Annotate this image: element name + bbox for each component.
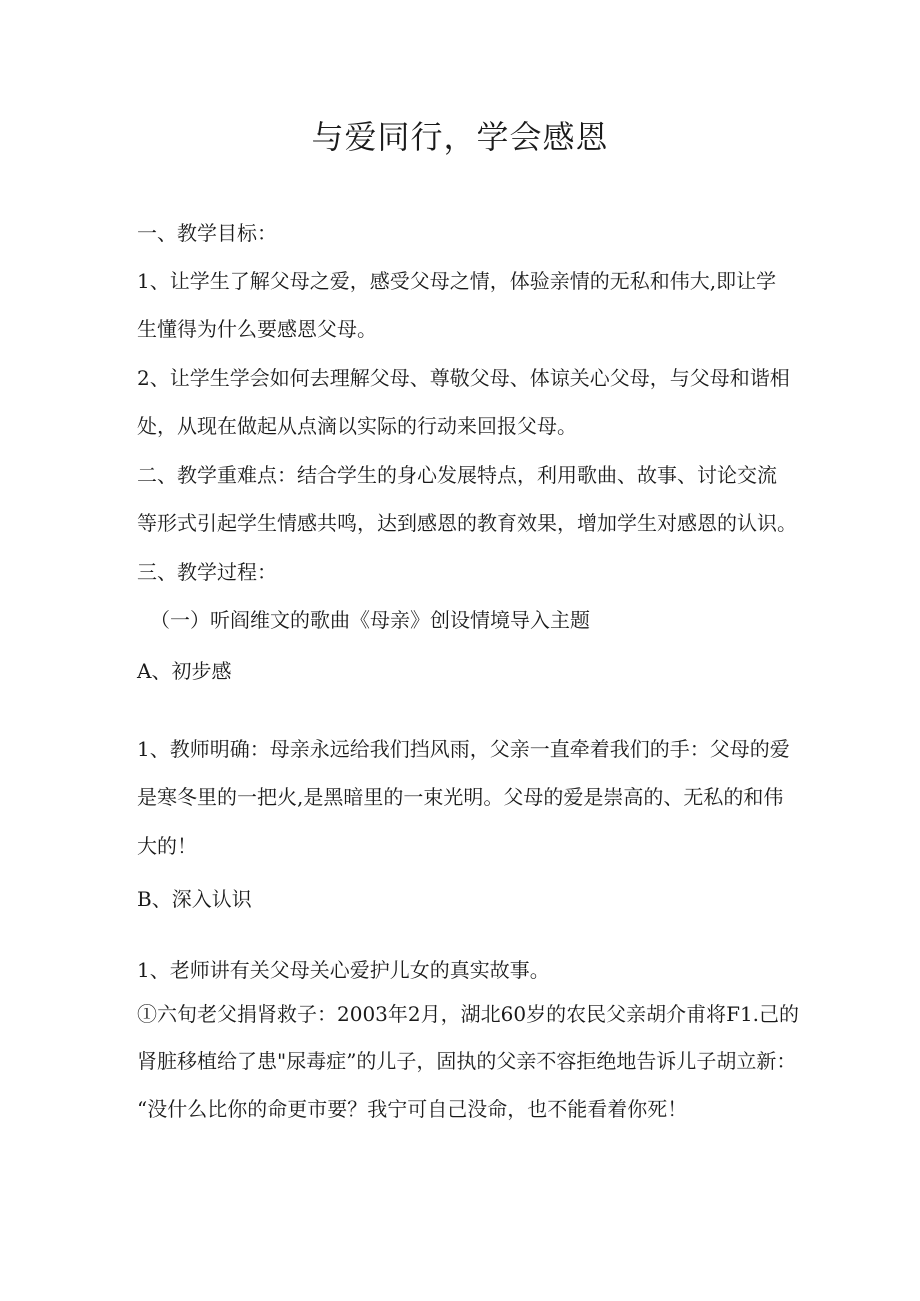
subsection-heading: （一）听阎维文的歌曲《母亲》创设情境导入主题	[150, 608, 590, 632]
section-heading-objectives: 一、教学目标：	[137, 221, 277, 245]
document-title: 与爱同行，学会感恩	[311, 118, 609, 156]
paragraph-line: 处，从现在做起从点滴以实际的行动来回报父母。	[137, 414, 577, 438]
paragraph-line: 是寒冬里的一把火,是黑暗里的一束光明。父母的爱是崇高的、无私的和伟	[137, 785, 784, 809]
paragraph-line: 肾脏移植给了患"尿毒症”的儿子，固执的父亲不容拒绝地告诉儿子胡立新：	[137, 1049, 797, 1073]
subsection-label-a: A、初步感	[137, 659, 232, 683]
paragraph-line: 生懂得为什么要感恩父母。	[137, 317, 377, 341]
paragraph-line: 1、老师讲有关父母关心爱护儿女的真实故事。	[137, 958, 550, 982]
paragraph-line: 大的！	[137, 834, 197, 858]
section-heading-key-points: 二、教学重难点：结合学生的身心发展特点，利用歌曲、故事、讨论交流	[137, 463, 777, 487]
paragraph-line: 2、让学生学会如何去理解父母、尊敬父母、体谅关心父母，与父母和谐相	[137, 366, 790, 390]
paragraph-line: 1、教师明确：母亲永远给我们挡风雨，父亲一直牵着我们的手：父母的爱	[137, 737, 790, 761]
subsection-label-b: B、深入认识	[137, 887, 252, 911]
paragraph-line: “没什么比你的命更市要？我宁可自己没命，也不能看着你死！	[137, 1097, 688, 1121]
paragraph-line: 等形式引起学生情感共鸣，达到感恩的教育效果，增加学生对感恩的认识。	[137, 511, 797, 535]
paragraph-line: 1、让学生了解父母之爱，感受父母之情，体验亲情的无私和伟大,即让学	[137, 269, 777, 293]
paragraph-line: ①六旬老父捐肾救子：2003年2月，湖北60岁的农民父亲胡介甫将F1.己的	[137, 1002, 800, 1026]
section-heading-process: 三、教学过程：	[137, 560, 277, 584]
